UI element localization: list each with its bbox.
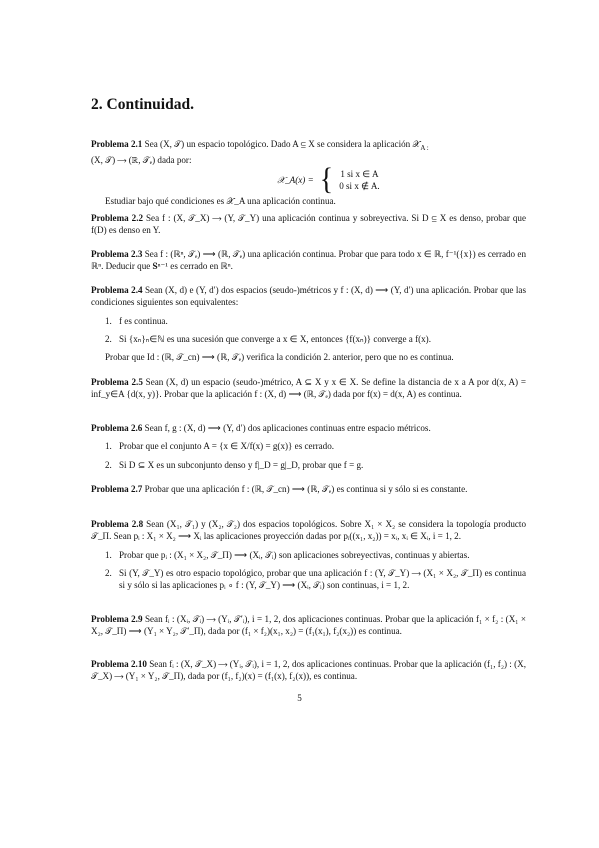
- list-item-text: f es continua.: [119, 315, 168, 326]
- problem-2-8: [91, 518, 526, 591]
- problem-2-2: [91, 212, 526, 237]
- problem-text: Sean (X, d) e (Y, d′) dos espacios (seudo-)métricos y f : (X, d) ⟶ (Y, d′) una aplicación. Probar que las condiciones siguientes son equivalentes:: [91, 285, 526, 308]
- list-item-text: Probar que el conjunto A = {x ∈ X/f(x) = g(x)} es cerrado.: [119, 441, 335, 452]
- list-item: 2. Si (Y, 𝒯_Y) es otro espacio topológico, probar que una aplicación f : (Y, 𝒯_Y) ⟶ (X₁ × X₂, 𝒯_Π) es continua si y sólo si las aplicaciones pᵢ ∘ f : (Y, 𝒯_Y) ⟶ (Xᵢ, 𝒯ᵢ) son continuas, i = 1, 2.: [105, 567, 526, 591]
- problem-2-3: [91, 248, 526, 273]
- brace-icon: {: [319, 162, 334, 197]
- problem-label: Problema 2.6: [91, 423, 143, 433]
- problem-text-line-1: Sea (X, 𝒯) un espacio topológico. Dado A ⊆ X se considera la aplicación 𝒳: [144, 139, 421, 149]
- list-item: 2. Si {xₙ}ₙ∈ℕ es una sucesión que converge a x ∈ X, entonces {f(xₙ)} converge a f(x).: [105, 333, 431, 344]
- problem-text: Probar que una aplicación f : (ℝ, 𝒯_cn) ⟶ (ℝ, 𝒯ₑ) es continua si y sólo si es constante.: [144, 484, 468, 494]
- problem-label: Problema 2.3: [91, 249, 143, 259]
- list-item-text: Si (Y, 𝒯_Y) es otro espacio topológico, probar que una aplicación f : (Y, 𝒯_Y) ⟶ (X₁ × X₂, 𝒯_Π) es continua si y sólo si las aplicaciones pᵢ ∘ f : (Y, 𝒯_Y) ⟶ (Xᵢ, 𝒯ᵢ) son continuas, i = 1, 2.: [119, 567, 526, 591]
- problem-text: Sean fᵢ : (X, 𝒯_X) ⟶ (Yᵢ, 𝒯ᵢ), i = 1, 2, dos aplicaciones continuas. Probar que la aplicación (f₁, f₂) : (X, 𝒯_X) ⟶ (Y₁ × Y₂, 𝒯_Π), dada por (f₁, f₂)(x) = (f₁(x), f₂(x)), es continua.: [91, 659, 527, 682]
- problem-2-6: [91, 422, 526, 471]
- equation-lhs: 𝒳_A(x) =: [277, 175, 314, 186]
- problem-label: Problema 2.5: [91, 377, 143, 387]
- problem-label: Problema 2.9: [91, 614, 143, 624]
- problem-label: Problema 2.4: [91, 285, 143, 295]
- equation: [131, 162, 526, 197]
- problem-text: Sean (X, d) un espacio (seudo-)métrico, A ⊆ X y x ∈ X. Se define la distancia de x a A por d(x, A) = inf_y∈A {d(x, y)}. Probar que la aplicación f : (X, d) ⟶ (ℝ, 𝒯ₑ) dada por f(x) = d(x, A) es continua.: [91, 377, 526, 400]
- equation-case-1: 1 si x ∈ A: [340, 169, 379, 180]
- problem-label: Problema 2.8: [91, 519, 144, 529]
- list-item: 1. Probar que el conjunto A = {x ∈ X/f(x) = g(x)} es cerrado.: [105, 441, 335, 452]
- problem-2-1: [91, 138, 526, 208]
- problem-text: Sea f : (ℝⁿ, 𝒯ₑ) ⟶ (ℝ, 𝒯ₑ) una aplicación continua. Probar que para todo x ∈ ℝ, f⁻¹({x}) es cerrado en ℝⁿ. Deducir que 𝐒ⁿ⁻¹ es cerrado en ℝⁿ.: [91, 249, 526, 272]
- problem-text-line-2: (X, 𝒯) ⟶ (ℝ, 𝒯ₑ) dada por:: [91, 155, 192, 166]
- list-item-text: Si D ⊆ X es un subconjunto denso y f|_D = g|_D, probar que f = g.: [119, 459, 364, 470]
- problem-tail: Estudiar bajo qué condiciones es 𝒳_A una aplicación continua.: [105, 196, 336, 207]
- problem-label: Problema 2.7: [91, 484, 143, 494]
- problem-2-10: [91, 658, 526, 683]
- problem-text: Sean (X₁, 𝒯₁) y (X₂, 𝒯₂) dos espacios topológicos. Sobre X₁ × X₂ se considera la topología producto 𝒯_Π. Sean pᵢ : X₁ × X₂ ⟶ Xᵢ las aplicaciones proyección dadas por pᵢ((x₁, x₂)) = xᵢ, xᵢ ∈ Xᵢ, i = 1, 2.: [91, 519, 527, 542]
- problem-text-subscript: A :: [420, 143, 429, 152]
- list-item: 1. f es continua.: [105, 315, 168, 326]
- problem-tail: Probar que Id : (ℝ, 𝒯_cn) ⟶ (ℝ, 𝒯ₑ) verifica la condición 2. anterior, pero que no es continua.: [105, 352, 454, 363]
- problem-2-5: [91, 376, 526, 401]
- section-title: 2. Continuidad.: [91, 96, 194, 113]
- problem-2-9: [91, 613, 526, 638]
- problem-text: Sean f, g : (X, d) ⟶ (Y, d′) dos aplicaciones continuas entre espacio métricos.: [144, 423, 431, 433]
- list-item-text: Probar que pᵢ : (X₁ × X₂, 𝒯_Π) ⟶ (Xᵢ, 𝒯ᵢ) son aplicaciones sobreyectivas, continuas y abiertas.: [119, 549, 470, 560]
- problem-2-4: [91, 284, 526, 363]
- equation-case-2: 0 si x ∉ A.: [339, 181, 380, 192]
- list-item-text: Si {xₙ}ₙ∈ℕ es una sucesión que converge a x ∈ X, entonces {f(xₙ)} converge a f(x).: [119, 333, 431, 344]
- problem-label: Problema 2.1: [91, 139, 143, 149]
- problem-label: Problema 2.10: [91, 659, 147, 669]
- page-number: 5: [297, 693, 302, 703]
- problem-label: Problema 2.2: [91, 213, 144, 223]
- problem-text: Sea f : (X, 𝒯_X) ⟶ (Y, 𝒯_Y) una aplicación continua y sobreyectiva. Si D ⊆ X es denso, probar que f(D) es denso en Y.: [91, 213, 526, 236]
- list-item: 2. Si D ⊆ X es un subconjunto denso y f|_D = g|_D, probar que f = g.: [105, 459, 364, 470]
- list-item: 1. Probar que pᵢ : (X₁ × X₂, 𝒯_Π) ⟶ (Xᵢ, 𝒯ᵢ) son aplicaciones sobreyectivas, continuas y abiertas.: [105, 549, 470, 560]
- problem-2-7: [91, 483, 526, 495]
- problem-text: Sean fᵢ : (Xᵢ, 𝒯ᵢ) ⟶ (Yᵢ, 𝒯′ᵢ), i = 1, 2, dos aplicaciones continuas. Probar que la aplicación f₁ × f₂ : (X₁ × X₂, 𝒯_Π) ⟶ (Y₁ × Y₂, 𝒯′_Π), dada por (f₁ × f₂)(x₁, x₂) = (f₁(x₁), f₂(x₂)) es continua.: [91, 614, 526, 637]
